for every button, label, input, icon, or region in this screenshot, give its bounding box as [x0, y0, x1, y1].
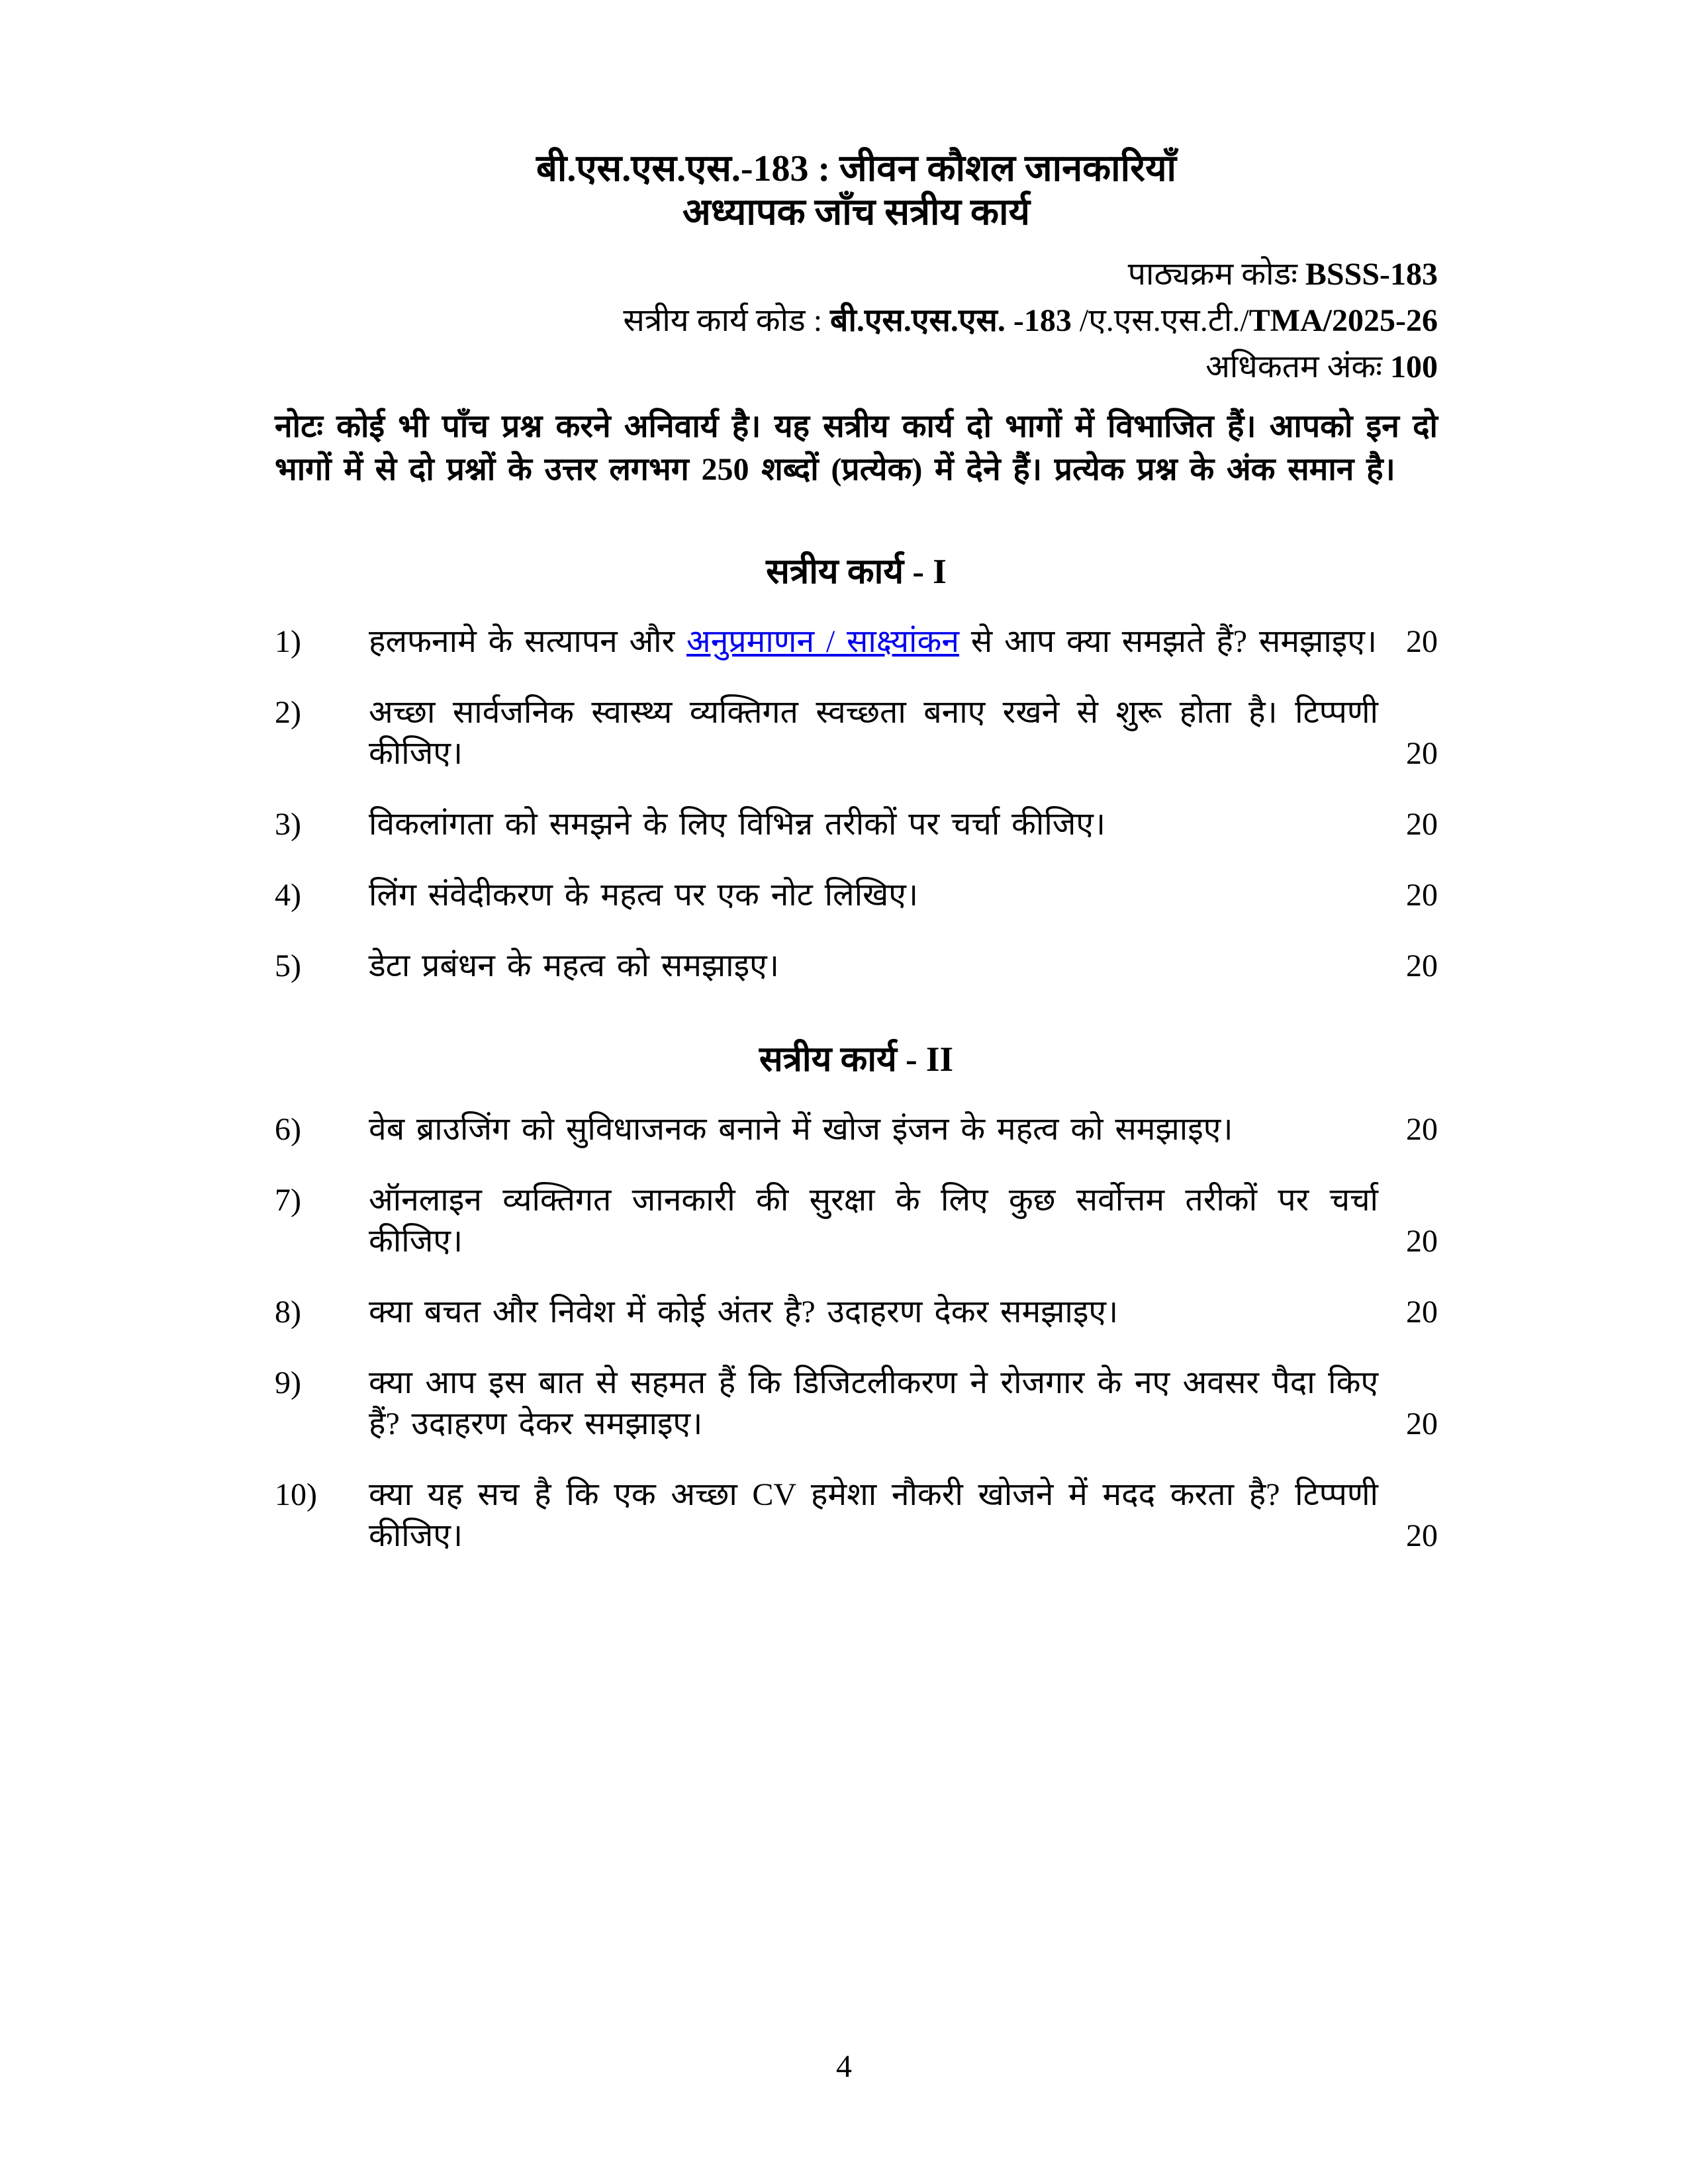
question-number: 1)	[275, 624, 301, 659]
question-number: 2)	[275, 695, 301, 730]
attestation-link[interactable]: अनुप्रमाणन / साक्ष्यांकन	[686, 624, 959, 659]
question-marks: 20	[1406, 736, 1438, 771]
question-marks: 20	[1406, 878, 1438, 913]
question-marks: 20	[1406, 1112, 1438, 1147]
question-text: लिंग संवेदीकरण के महत्व पर एक नोट लिखिए।	[369, 878, 919, 913]
section-1-heading: सत्रीय कार्य - I	[766, 553, 947, 591]
question-marks: 20	[1406, 1518, 1438, 1553]
section-2-heading: सत्रीय कार्य - II	[759, 1040, 954, 1079]
page-number: 4	[836, 2049, 852, 2084]
course-code-value: BSSS-183	[1305, 257, 1438, 292]
question-number: 9)	[275, 1365, 301, 1400]
question-row-5	[275, 946, 1438, 987]
question-number: 4)	[275, 878, 301, 913]
question-row-2	[275, 692, 1438, 774]
question-text: विकलांगता को समझने के लिए विभिन्न तरीकों पर चर्चा कीजिए।	[369, 807, 1106, 842]
course-title: बी.एस.एस.एस.-183 : जीवन कौशल जानकारियाँ	[536, 148, 1177, 189]
question-text: डेटा प्रबंधन के महत्व को समझाइए।	[369, 948, 779, 983]
max-marks-label: अधिकतम अंकः	[1205, 349, 1390, 385]
page-content	[275, 0, 1438, 1557]
assignment-code-line	[275, 298, 1438, 344]
question-marks: 20	[1406, 1295, 1438, 1330]
question-text: अच्छा सार्वजनिक स्वास्थ्य व्यक्तिगत स्वच्छता बनाए रखने से शुरू होता है। टिप्पणी कीजिए।	[369, 695, 1378, 771]
course-code-line	[275, 251, 1438, 298]
question-text: वेब ब्राउजिंग को सुविधाजनक बनाने में खोज इंजन के महत्व को समझाइए।	[369, 1112, 1233, 1147]
question-row-6	[275, 1109, 1438, 1150]
question-row-4	[275, 875, 1438, 916]
question-row-7	[275, 1180, 1438, 1262]
question-number: 10)	[275, 1477, 317, 1512]
question-marks: 20	[1406, 1406, 1438, 1441]
question-marks: 20	[1406, 948, 1438, 983]
question-text-segment: से आप क्या समझते हैं? समझाइए।	[959, 624, 1378, 659]
question-row-9	[275, 1363, 1438, 1445]
title-block	[275, 147, 1438, 234]
assignment-code-value-part1: बी.एस.एस.एस. -183	[830, 303, 1080, 338]
question-row-1	[275, 621, 1438, 662]
question-text: क्या यह सच है कि एक अच्छा CV हमेशा नौकरी खोजने में मदद करता है? टिप्पणी कीजिए।	[369, 1477, 1378, 1553]
note-text: नोटः कोई भी पाँच प्रश्न करने अनिवार्य है। यह सत्रीय कार्य दो भागों में विभाजित हैं। आपको इन दो भागों में से दो प्रश्नों के उत्तर लगभग 250 शब्दों (प्रत्येक) में देने हैं। प्रत्येक प्रश्न के अंक समान है।	[275, 409, 1438, 487]
question-number: 6)	[275, 1112, 301, 1147]
course-code-label: पाठ्यक्रम कोडः	[1127, 257, 1305, 292]
question-number: 7)	[275, 1183, 301, 1218]
max-marks-line	[275, 344, 1438, 390]
question-text-segment: हलफनामे के सत्यापन और	[369, 624, 687, 659]
assignment-code-value-part2: /ए.एस.एस.टी./	[1079, 303, 1249, 338]
question-marks: 20	[1406, 807, 1438, 842]
question-number: 3)	[275, 807, 301, 842]
question-text: क्या बचत और निवेश में कोई अंतर है? उदाहरण देकर समझाइए।	[369, 1295, 1119, 1330]
question-text: क्या आप इस बात से सहमत हैं कि डिजिटलीकरण ने रोजगार के नए अवसर पैदा किए हैं? उदाहरण देकर समझाइए।	[369, 1365, 1378, 1441]
question-row-10	[275, 1475, 1438, 1557]
question-number: 8)	[275, 1295, 301, 1330]
question-text	[369, 621, 1378, 662]
question-row-8	[275, 1292, 1438, 1333]
question-row-3	[275, 804, 1438, 845]
question-text: ऑनलाइन व्यक्तिगत जानकारी की सुरक्षा के लिए कुछ सर्वोत्तम तरीकों पर चर्चा कीजिए।	[369, 1183, 1378, 1259]
assignment-code-value-part3: TMA/2025-26	[1248, 303, 1438, 338]
code-block	[275, 251, 1438, 390]
question-number: 5)	[275, 948, 301, 983]
assignment-type-title: अध्यापक जाँच सत्रीय कार्य	[682, 192, 1030, 233]
question-marks: 20	[1406, 624, 1438, 659]
assignment-code-label: सत्रीय कार्य कोड :	[623, 303, 831, 338]
max-marks-value: 100	[1390, 349, 1438, 385]
question-marks: 20	[1406, 1224, 1438, 1259]
